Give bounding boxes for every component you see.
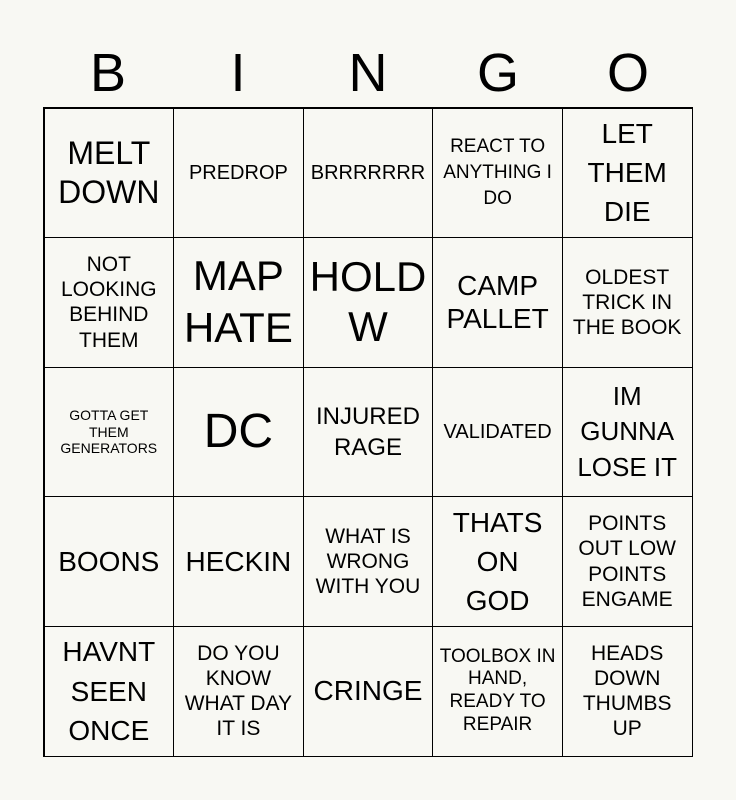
cell-text: NOT LOOKING BEHIND THEM [60, 253, 157, 352]
cell-text: REACT TO ANYTHING I DO [443, 136, 552, 209]
bingo-cell[interactable] [562, 108, 693, 239]
cell-text: HEADS DOWN THUMBS UP [582, 641, 672, 741]
bingo-cell[interactable] [432, 496, 563, 627]
cell-text: HOLD W [309, 253, 427, 351]
bingo-cell[interactable] [562, 626, 693, 757]
header-letter-i: I [230, 43, 246, 103]
cell-text: BOONS [58, 545, 160, 577]
bingo-cell[interactable] [44, 496, 175, 627]
bingo-cell[interactable] [562, 496, 693, 627]
bingo-cell[interactable] [303, 108, 434, 239]
cell-text: BRRRRRRR [310, 161, 426, 184]
bingo-cell[interactable] [173, 367, 304, 498]
cell-text: VALIDATED [443, 420, 552, 443]
bingo-cell[interactable] [303, 237, 434, 368]
bingo-cell[interactable] [173, 108, 304, 239]
cell-text: THATS ON GOD [452, 506, 543, 617]
bingo-cell[interactable] [173, 626, 304, 757]
bingo-cell[interactable] [303, 367, 434, 498]
bingo-cell[interactable] [432, 367, 563, 498]
cell-text: HECKIN [185, 545, 292, 577]
cell-text: TOOLBOX IN HAND, READY TO REPAIR [439, 645, 556, 735]
cell-text: MAP HATE [183, 251, 293, 352]
bingo-cell[interactable] [173, 237, 304, 368]
cell-text: CAMP PALLET [446, 269, 549, 335]
bingo-cell[interactable] [432, 237, 563, 368]
cell-text: DO YOU KNOW WHAT DAY IT IS [184, 641, 293, 741]
bingo-cell[interactable] [303, 626, 434, 757]
header-letter-o: O [606, 43, 649, 103]
cell-text: GOTTA GET THEM GENERATORS [60, 406, 158, 457]
header-letter-b: B [89, 43, 127, 103]
bingo-cell[interactable] [432, 626, 563, 757]
cell-text: WHAT IS WRONG WITH YOU [315, 524, 421, 599]
cell-text: INJURED RAGE [315, 402, 420, 461]
cell-text: CRINGE [313, 675, 423, 707]
cell-text: IM GUNNA LOSE IT [577, 381, 678, 482]
bingo-cell[interactable] [173, 496, 304, 627]
bingo-cell[interactable] [432, 108, 563, 239]
cell-text: MELT DOWN [58, 135, 160, 210]
bingo-cell[interactable] [44, 626, 175, 757]
bingo-cell[interactable] [44, 367, 175, 498]
bingo-header [43, 42, 693, 104]
bingo-cell[interactable] [44, 237, 175, 368]
cell-text: LET THEM DIE [587, 118, 667, 228]
header-letter-n: N [348, 43, 388, 103]
bingo-cell[interactable] [562, 367, 693, 498]
bingo-board [43, 107, 693, 757]
bingo-cell[interactable] [562, 237, 693, 368]
cell-text: OLDEST TRICK IN THE BOOK [572, 265, 682, 339]
cell-text: POINTS OUT LOW POINTS ENGAME [578, 512, 676, 611]
cell-text: HAVNT SEEN ONCE [62, 636, 156, 746]
bingo-cell[interactable] [303, 496, 434, 627]
bingo-cell[interactable] [44, 108, 175, 239]
header-letter-g: G [476, 43, 519, 103]
cell-text: DC [203, 405, 274, 459]
cell-text: PREDROP [188, 161, 288, 184]
